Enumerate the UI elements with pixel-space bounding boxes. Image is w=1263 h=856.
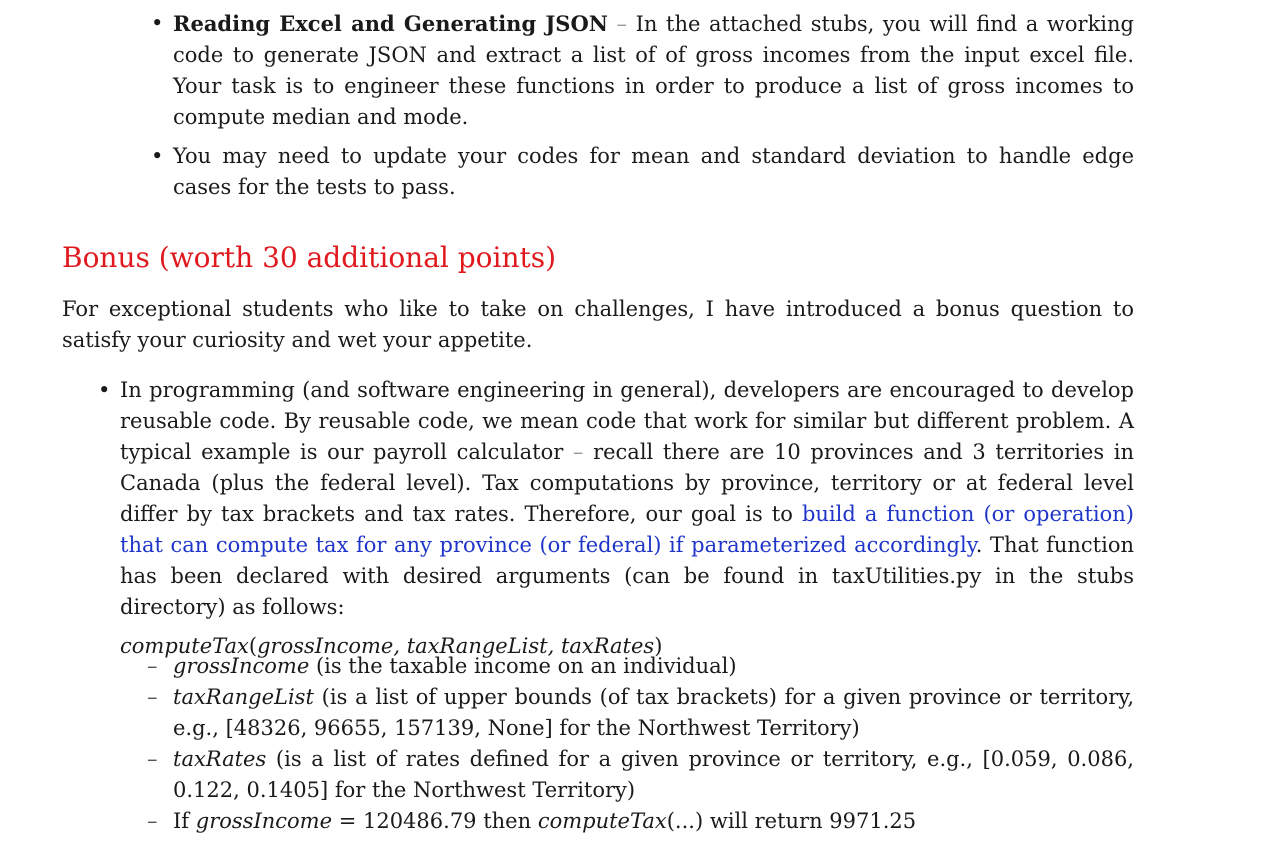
parameter-text: [173, 682, 1134, 744]
intro-paragraph: For exceptional students who like to take on challenges, I have introduced a bonus question to satisfy your curiosity and wet your appetite.: [62, 297, 1134, 352]
bullet-heading: Reading Excel and Generating JSON: [173, 11, 608, 36]
parameter-item: [147, 806, 1134, 837]
parameter-desc: (is a list of rates defined for a given province or territory, e.g., [0.059, 0.086, 0.122, 0.1405] for the Northwest Territory): [173, 747, 1134, 802]
list-item-text: [120, 375, 1134, 623]
example-call: (...): [666, 809, 704, 833]
list-item-text: [173, 8, 1134, 133]
parameter-name: grossIncome: [173, 654, 310, 678]
list-item: [151, 8, 1134, 133]
example-if: If: [173, 809, 190, 833]
bullet-icon: •: [151, 11, 164, 35]
section-heading: Bonus (worth 30 additional points): [62, 241, 557, 274]
example-equals: = 120486.79 then: [338, 809, 532, 833]
list-item-text: You may need to update your codes for mean and standard deviation to handle edge cases for the tests to pass.: [173, 144, 1134, 199]
parameter-text: [173, 651, 1134, 682]
dash-separator: –: [572, 440, 584, 464]
bonus-bullet-list: [98, 375, 1134, 670]
parameter-list: [147, 651, 1134, 837]
example-variable: grossIncome: [195, 809, 333, 833]
dash-icon: –: [147, 685, 158, 709]
bullet-icon: •: [151, 144, 164, 168]
parameter-desc: (is a list of upper bounds (of tax brackets) for a given province or territory, e.g., [48326, 96655, 157139, None] for the Northwest Territory): [173, 685, 1134, 740]
bullet-text-mid: recall there are 10 provinces and 3 territories in Canada (plus the federal level). Tax computations by province, territory or at federal level differ by tax brackets and tax rates. Therefore, our goal is to: [120, 440, 1134, 526]
open-paren: (: [248, 634, 258, 658]
parameter-name: taxRates: [173, 747, 267, 771]
parameter-desc: (is the taxable income on an individual): [315, 654, 737, 678]
example-text: [173, 806, 1134, 837]
bullet-text-after: . That function has been declared with desired arguments (can be found in taxUtilities.py in the stubs directory) as follows:: [120, 533, 1134, 619]
dash-separator: –: [616, 12, 628, 36]
function-args: grossIncome, taxRangeList, taxRates: [257, 634, 655, 658]
parameter-item: [147, 651, 1134, 682]
highlighted-goal: build a function (or operation) that can compute tax for any province (or federal) if parameterized accordingly: [120, 502, 1134, 557]
example-function: computeTax: [537, 809, 667, 833]
list-item: [98, 375, 1134, 662]
top-bullet-list: [151, 8, 1134, 211]
dash-icon: –: [147, 654, 158, 678]
parameter-item: [147, 682, 1134, 744]
parameter-name: taxRangeList: [173, 685, 314, 709]
parameter-text: [173, 744, 1134, 806]
list-item: [151, 141, 1134, 203]
dash-icon: –: [147, 809, 158, 833]
bullet-body: In the attached stubs, you will find a working code to generate JSON and extract a list of of gross incomes from the input excel file. Your task is to engineer these functions in order to produce a list of gross incomes to compute median and mode.: [173, 12, 1134, 129]
close-paren: ): [654, 634, 663, 658]
example-result: will return 9971.25: [709, 809, 917, 833]
bullet-text-before: In programming (and software engineering in general), developers are encouraged to develop reusable code. By reusable code, we mean code that work for similar but different problem. A typical example is our payroll calculator: [120, 378, 1134, 464]
parameter-item: [147, 744, 1134, 806]
function-name: computeTax: [120, 634, 249, 658]
dash-icon: –: [147, 747, 158, 771]
bullet-icon: •: [98, 378, 111, 402]
